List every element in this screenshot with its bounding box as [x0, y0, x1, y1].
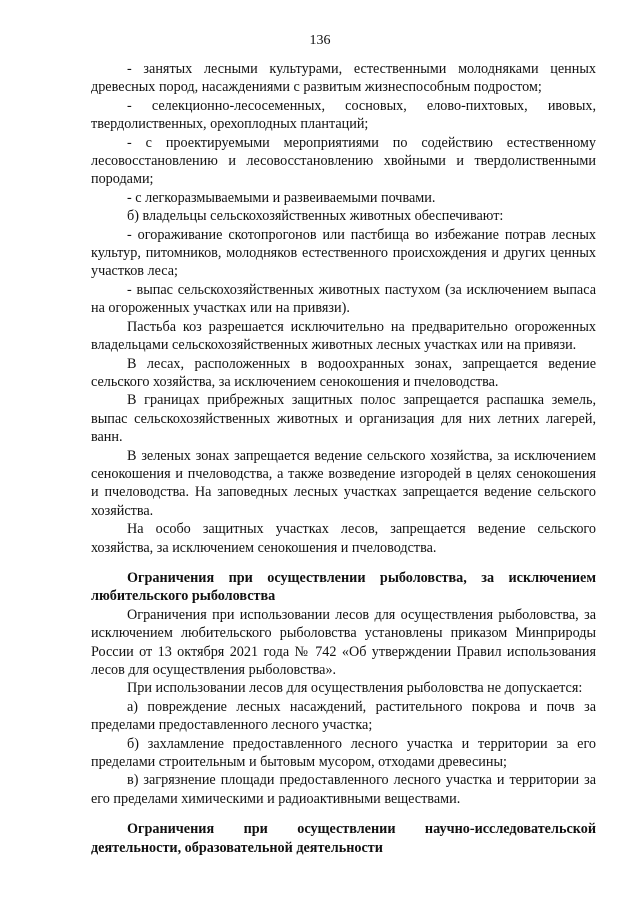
section-heading-fishing: Ограничения при осуществлении рыболовства, за исключением любительского рыболовства	[91, 569, 596, 605]
paragraph-green-zones: В зеленых зонах запрещается ведение сельского хозяйства, за исключением сенокошения и пчеловодства, а также возведение изгородей в целях сенокошения и пчеловодства. На заповедных лесных участках запрещается ведение сельского хозяйства.	[91, 447, 596, 519]
section-heading-research: Ограничения при осуществлении научно-исследовательской деятельности, образовательной деятельности	[91, 821, 596, 856]
list-item-damage: а) повреждение лесных насаждений, растительного покрова и почв за пределами предоставленного лесного участка;	[91, 698, 596, 734]
paragraph-owners-provide: б) владельцы сельскохозяйственных животных обеспечивают:	[127, 208, 504, 225]
list-item-soils: - с легкоразмываемыми и развеиваемыми почвами.	[127, 189, 436, 206]
list-item-reforestation: - с проектируемыми мероприятиями по содействию естественному лесовосстановлению и лесовосстановлению хвойными и твердолиственными породами;	[91, 134, 596, 188]
page-number: 136	[309, 33, 331, 48]
list-item-plantations: - селекционно-лесосеменных, сосновых, елово-пихтовых, ивовых, твердолиственных, орехоплодных плантаций;	[91, 97, 596, 133]
paragraph-water-protection: В лесах, расположенных в водоохранных зонах, запрещается ведение сельского хозяйства, за исключением сенокошения и пчеловодства.	[91, 355, 596, 390]
paragraph-coastal-strips: В границах прибрежных защитных полос запрещается распашка земель, выпас сельскохозяйственных животных и организация для них летних лагерей, ванн.	[91, 392, 596, 446]
list-item-littering: б) захламление предоставленного лесного участка и территории за его пределами строительным и бытовым мусором, отходами древесины;	[91, 735, 596, 771]
paragraph-goat-grazing: Пастьба коз разрешается исключительно на предварительно огороженных владельцами сельскохозяйственных животных лесных участках или на привязи.	[91, 318, 596, 354]
paragraph-protective-areas: На особо защитных участках лесов, запрещается ведение сельского хозяйства, за исключением сенокошения и пчеловодства.	[91, 521, 596, 556]
list-item-fencing: - огораживание скотопрогонов или пастбища во избежание потрав лесных культур, питомников, молодняков естественного происхождения и других ценных участков леса;	[91, 226, 596, 280]
page-content	[91, 60, 596, 857]
list-item-forest-cultures: - занятых лесными культурами, естественными молодняками ценных древесных пород, насаждениями с развитым жизнеспособным подростом;	[91, 61, 596, 96]
list-item-pollution: в) загрязнение площади предоставленного лесного участка и территории за его пределами химическими и радиоактивными веществами.	[91, 772, 596, 807]
paragraph-fishing-order: Ограничения при использовании лесов для осуществления рыболовства, за исключением любительского рыболовства установлены приказом Минприроды России от 13 октября 2021 года № 742 «Об утверждении Правил использования лесов для осуществления рыболовства».	[91, 606, 596, 678]
list-item-grazing: - выпас сельскохозяйственных животных пастухом (за исключением выпаса на огороженных участках или на привязи).	[91, 281, 596, 317]
paragraph-fishing-not-allowed: При использовании лесов для осуществления рыболовства не допускается:	[127, 680, 583, 697]
